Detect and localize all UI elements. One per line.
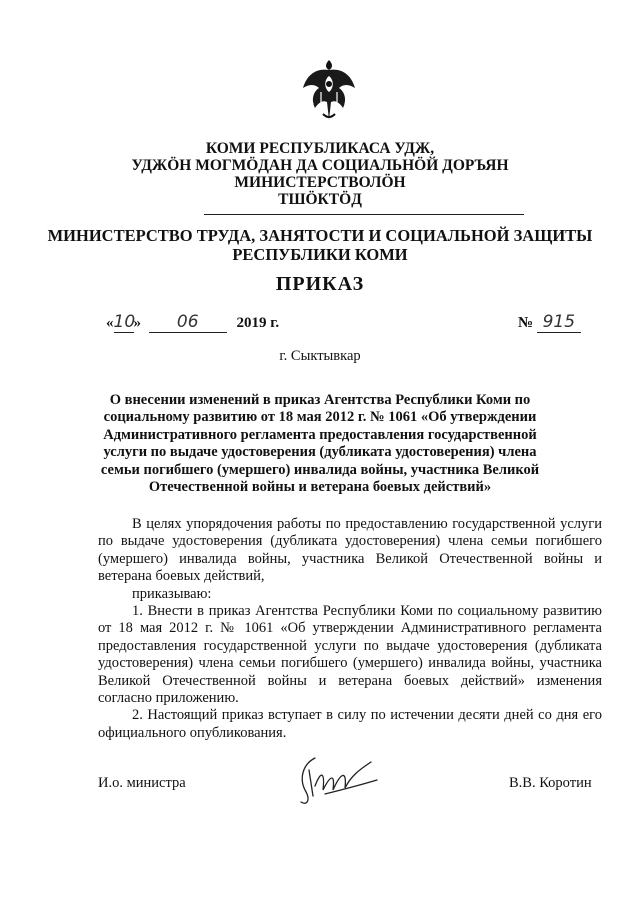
komi-header-line-4: ТШÖКТÖД xyxy=(278,191,362,208)
body-item-1: 1. Внести в приказ Агентства Республики Коми по социальному развитию от 18 мая 2012 г. № 1061 «Об утверждении Административного регламента предоставления государственной услуги по выдаче удостоверения (дубликата удостоверения) члена семьи погибшего (умершего) инвалида войны, участника Великой Отечественной войны и ветерана боевых действий» изменения согласно приложению. xyxy=(98,603,602,707)
number-label: № xyxy=(518,315,534,331)
signatory-role: И.о. министра xyxy=(98,775,186,791)
komi-header-line-2: УДЖÖН МОГМÖДАН ДА СОЦИАЛЬНÖЙ ДОРЪЯН xyxy=(131,157,509,174)
ministry-header-line-1: МИНИСТЕРСТВО ТРУДА, ЗАНЯТОСТИ И СОЦИАЛЬНОЙ ЗАЩИТЫ xyxy=(47,226,593,245)
document-subject: О внесении изменений в приказ Агентства Республики Коми по социальному развитию от 18 мая 2012 г. № 1061 «Об утверждении Административного регламента предоставления государственной услуги по выдаче удостоверения (дубликата удостоверения) члена семьи погибшего (умершего) инвалида войны, участника Великой Отечественной войны и ветерана боевых действий» xyxy=(100,392,540,496)
body-intro: В целях упорядочения работы по предоставлению государственной услуги по выдаче удостоверения (дубликата удостоверения) члена семьи погибшего (умершего) инвалида войны, участника Великой Отечественной войны и ветерана боевых действий, xyxy=(98,516,602,585)
document-number xyxy=(518,312,581,333)
signatory-name: В.В. Коротин xyxy=(509,775,592,791)
date-day: 10 xyxy=(113,312,136,332)
komi-header-line-1: КОМИ РЕСПУБЛИКАСА УДЖ, xyxy=(205,140,435,157)
document-body xyxy=(98,516,602,742)
document-title: ПРИКАЗ xyxy=(275,273,365,295)
date-close-quote: » xyxy=(133,315,141,331)
body-order-word: приказываю: xyxy=(132,585,212,602)
komi-emblem-icon xyxy=(299,58,359,124)
body-item-2: 2. Настоящий приказ вступает в силу по истечении десяти дней со дня его официального опубликования. xyxy=(98,707,602,741)
document-date xyxy=(106,312,279,333)
document-city: г. Сыктывкар xyxy=(279,348,361,364)
handwritten-signature xyxy=(285,750,385,810)
date-year: 2019 г. xyxy=(236,315,280,331)
date-open-quote: « xyxy=(106,315,114,331)
date-month: 06 xyxy=(176,312,199,332)
ministry-header-line-2: РЕСПУБЛИКИ КОМИ xyxy=(232,245,408,264)
number-value: 915 xyxy=(542,312,576,332)
komi-header-line-3: МИНИСТЕРСТВОЛÖН xyxy=(234,174,406,191)
header-divider xyxy=(204,214,524,215)
